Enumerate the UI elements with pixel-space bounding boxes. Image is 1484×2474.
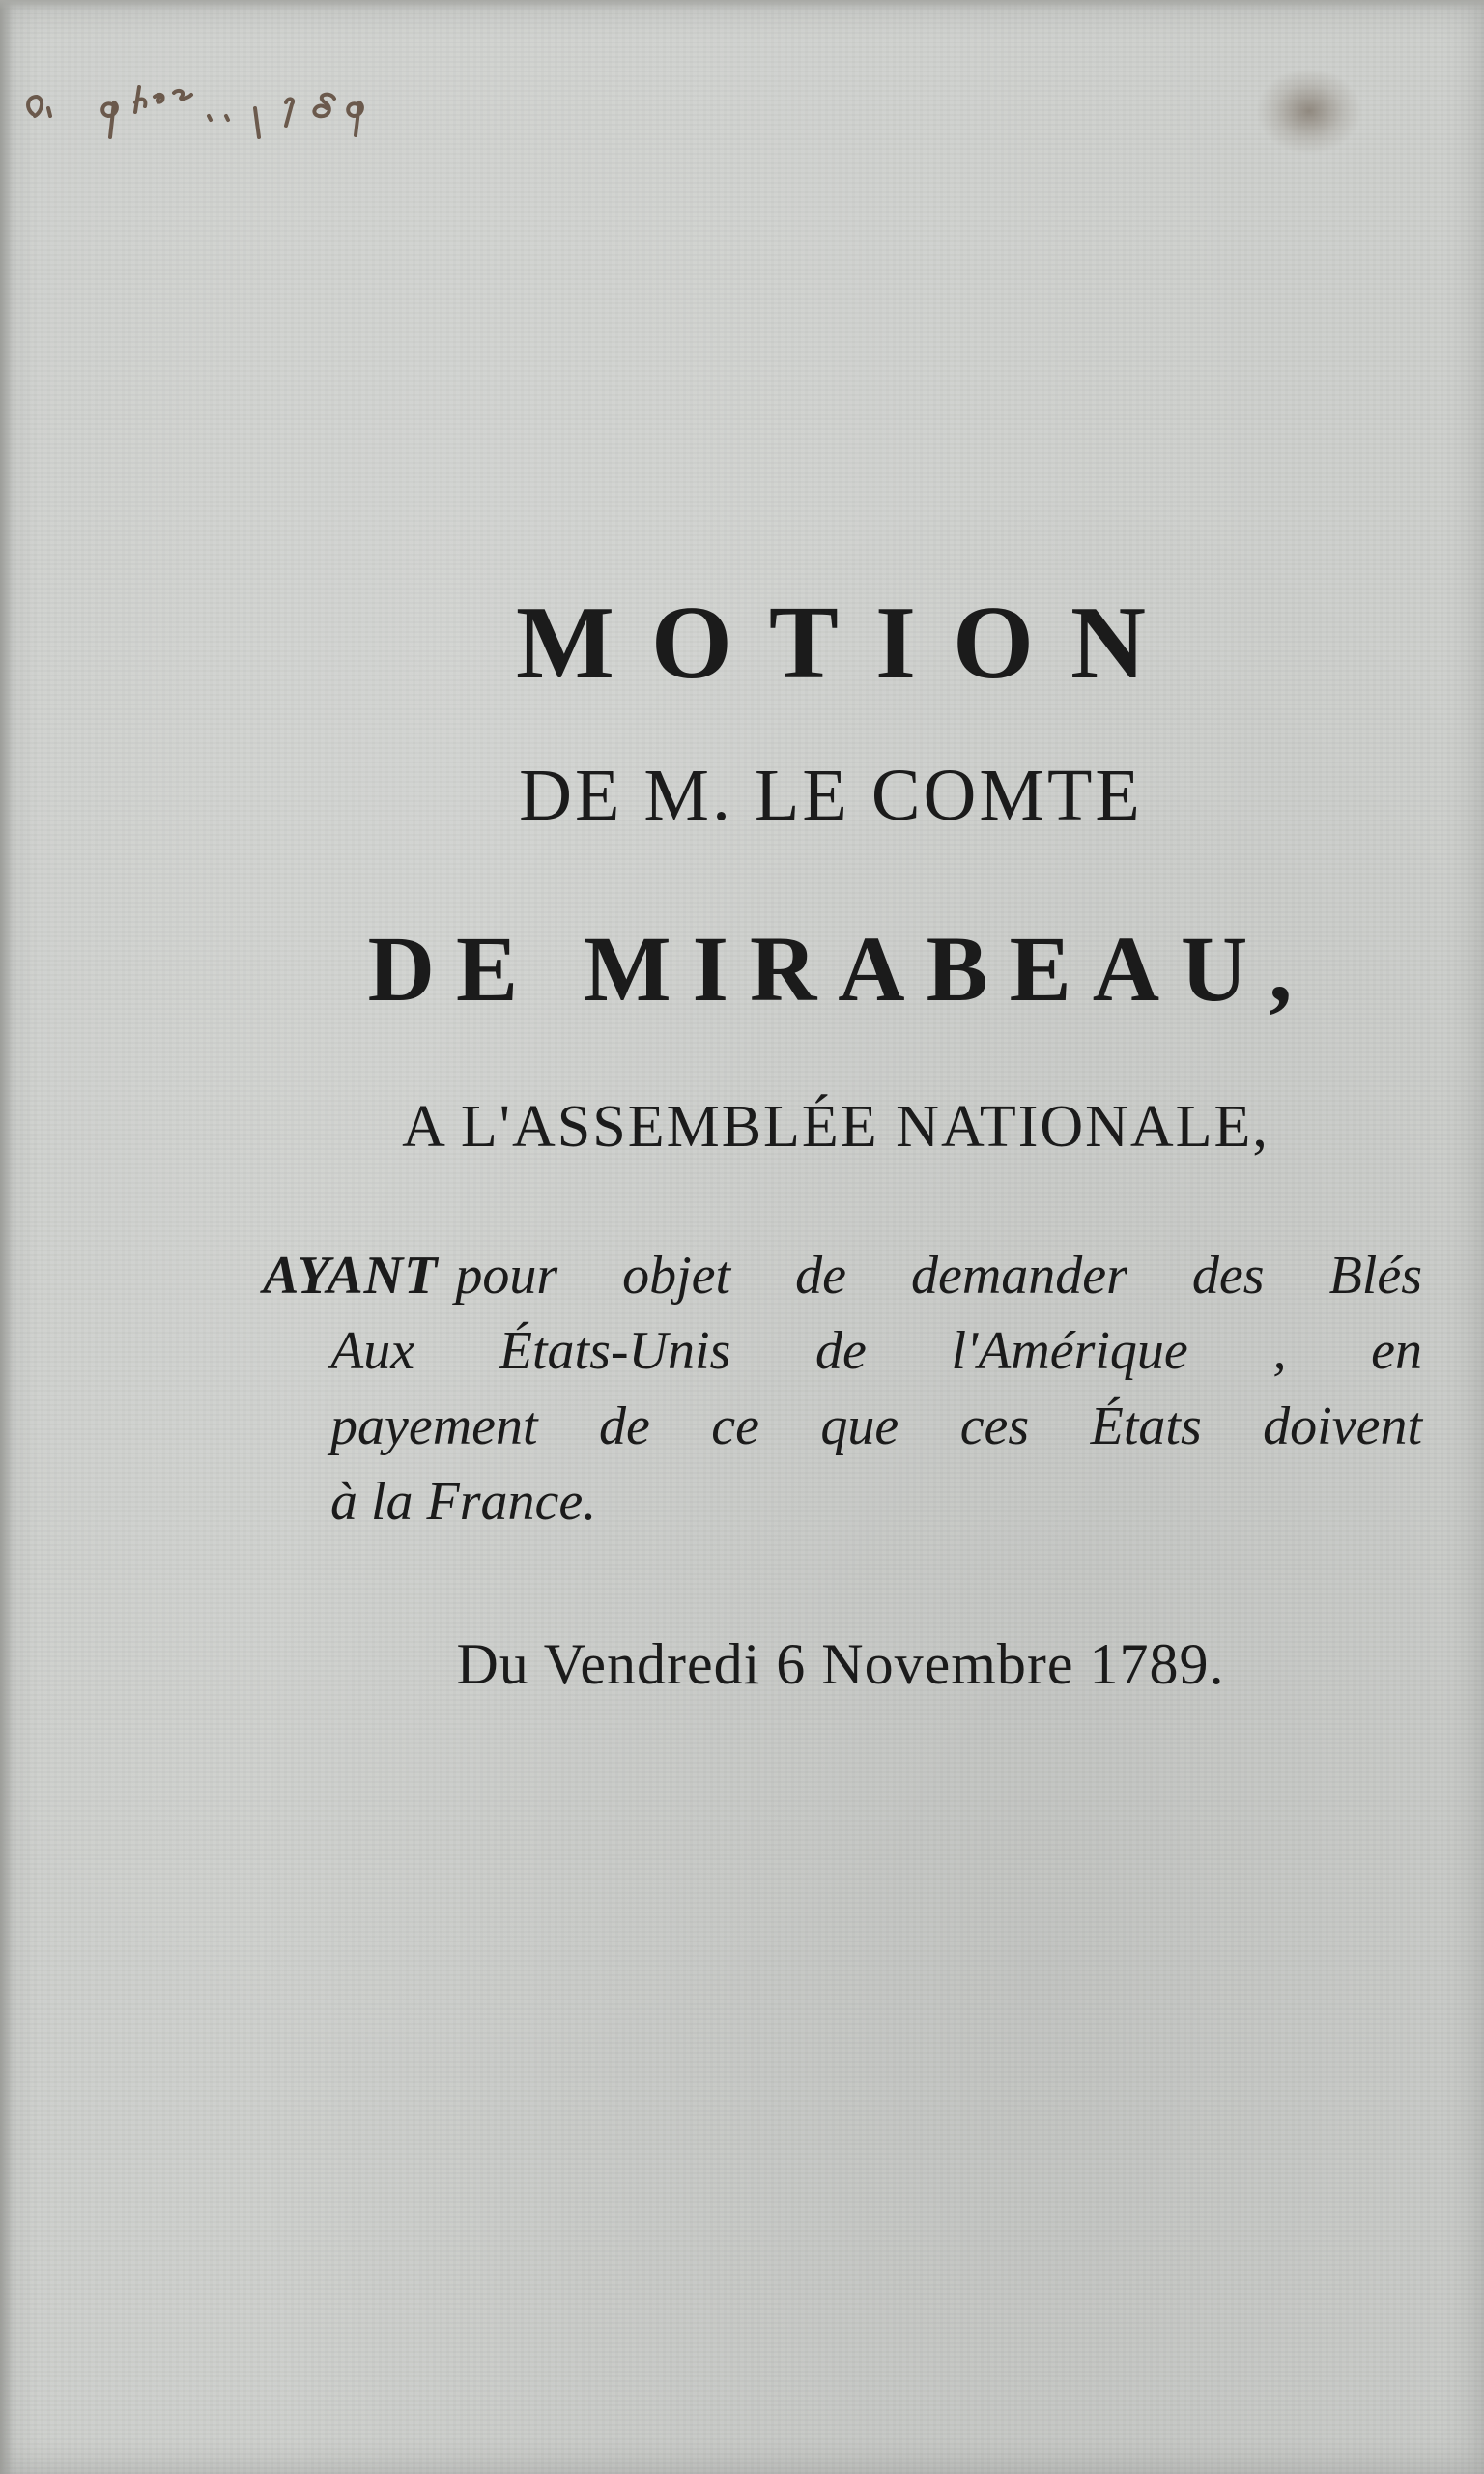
- description-line-2: Aux États-Unis de l'Amérique , en: [330, 1321, 1422, 1381]
- handwriting-image: [19, 58, 386, 145]
- title-assemblee-nationale: A L'ASSEMBLÉE NATIONALE,: [402, 1094, 1270, 1160]
- description-line-4: à la France.: [330, 1472, 597, 1532]
- date-line: Du Vendredi 6 Novembre 1789.: [456, 1632, 1225, 1696]
- paper-edge-left: [0, 0, 14, 2474]
- foxing-stain: [1256, 68, 1362, 155]
- description-line-1: [263, 1246, 1422, 1306]
- handwritten-date-note: [19, 58, 386, 145]
- description-lead-word: AYANT: [263, 1246, 439, 1306]
- description-line-1-text: pour objet de demander des Blés: [455, 1246, 1422, 1306]
- title-de-m-le-comte: DE M. LE COMTE: [519, 755, 1143, 836]
- title-de-mirabeau: DE MIRABEAU,: [367, 917, 1314, 1021]
- description-line-3: payement de ce que ces États doivent: [330, 1396, 1422, 1456]
- paper-edge-top: [0, 0, 1484, 10]
- title-motion: MOTION: [515, 586, 1183, 701]
